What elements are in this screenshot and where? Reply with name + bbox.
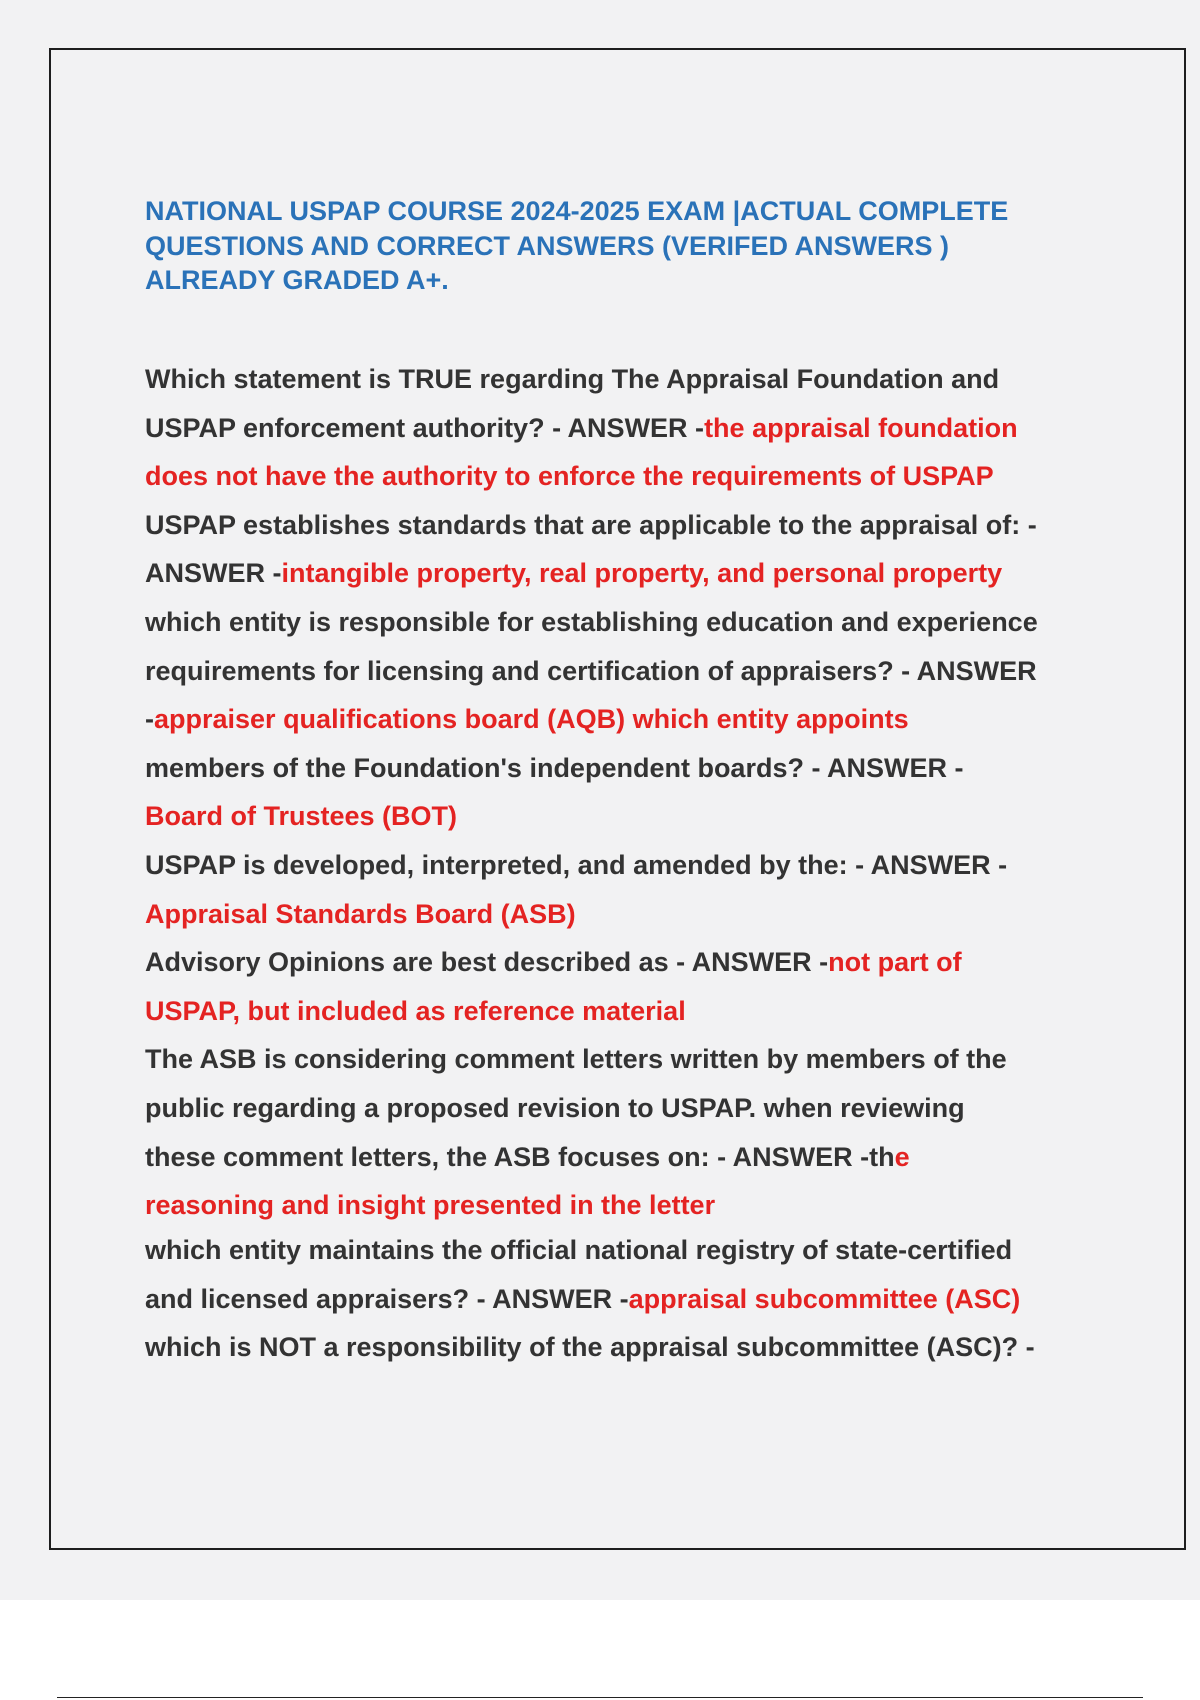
text-line (145, 1323, 1105, 1372)
answer-text: USPAP, but included as reference material (145, 995, 686, 1026)
answer-text: intangible property, real property, and personal property (281, 558, 1003, 589)
question-text: requirements for licensing and certification of appraisers? - ANSWER (145, 655, 1037, 686)
qa-body (145, 355, 1105, 1230)
text-line (145, 549, 1105, 598)
text-line (145, 1084, 1105, 1133)
text-line (145, 744, 1105, 793)
answer-text: does not have the authority to enforce the requirements of USPAP (145, 461, 994, 492)
text-line (145, 695, 1105, 744)
text-line (145, 1035, 1105, 1084)
title-line-1: NATIONAL USPAP COURSE 2024-2025 EXAM |ACTUAL COMPLETE (145, 196, 1009, 226)
question-text: these comment letters, the ASB focuses on: - ANSWER -th (145, 1141, 895, 1172)
document-title (145, 194, 1105, 298)
question-text: USPAP enforcement authority? - ANSWER - (145, 412, 705, 443)
answer-text: e (894, 1141, 910, 1172)
question-text: Advisory Opinions are best described as - ANSWER - (145, 947, 829, 978)
text-line (145, 792, 1105, 841)
answer-text: appraiser qualifications board (AQB) which entity appoints (154, 704, 909, 735)
question-text: - (145, 704, 154, 735)
question-text: Which statement is TRUE regarding The Appraisal Foundation and (145, 364, 1000, 394)
answer-text: Board of Trustees (BOT) (145, 801, 458, 832)
question-text: USPAP establishes standards that are applicable to the appraisal of: - (145, 509, 1037, 540)
text-line (145, 841, 1105, 890)
text-line (145, 452, 1105, 501)
answer-text: appraisal subcommittee (ASC) (628, 1283, 1021, 1314)
question-text: ANSWER - (145, 558, 282, 589)
text-line (145, 938, 1105, 987)
question-text: and licensed appraisers? - ANSWER - (145, 1283, 629, 1314)
question-text: public regarding a proposed revision to USPAP. when reviewing (145, 1092, 965, 1123)
page-divider (57, 1697, 1143, 1698)
text-line (145, 501, 1105, 550)
title-line-3: ALREADY GRADED A+. (145, 265, 449, 295)
question-text: members of the Foundation's independent boards? - ANSWER - (145, 752, 964, 783)
text-line (145, 1133, 1105, 1182)
answer-text: not part of (828, 947, 962, 978)
question-text: USPAP is developed, interpreted, and amended by the: - ANSWER - (145, 849, 1008, 880)
text-line (145, 404, 1105, 453)
text-line (145, 1226, 1105, 1275)
text-line (145, 1275, 1105, 1324)
title-line-2: QUESTIONS AND CORRECT ANSWERS (VERIFED ANSWERS ) (145, 230, 950, 261)
qa-body-continued (145, 1226, 1105, 1372)
text-line (145, 355, 1105, 404)
text-line (145, 598, 1105, 647)
question-text: which is NOT a responsibility of the appraisal subcommittee (ASC)? - (145, 1332, 1035, 1363)
question-text: The ASB is considering comment letters written by members of the (145, 1044, 1007, 1075)
text-line (145, 647, 1105, 696)
question-text: which entity maintains the official national registry of state-certified (145, 1235, 1013, 1265)
question-text: which entity is responsible for establishing education and experience (145, 606, 1038, 637)
answer-text: Appraisal Standards Board (ASB) (145, 898, 576, 929)
text-line (145, 890, 1105, 939)
answer-text: the appraisal foundation (704, 412, 1018, 443)
text-line (145, 987, 1105, 1036)
text-line (145, 1181, 1105, 1230)
answer-text: reasoning and insight presented in the letter (145, 1190, 716, 1221)
